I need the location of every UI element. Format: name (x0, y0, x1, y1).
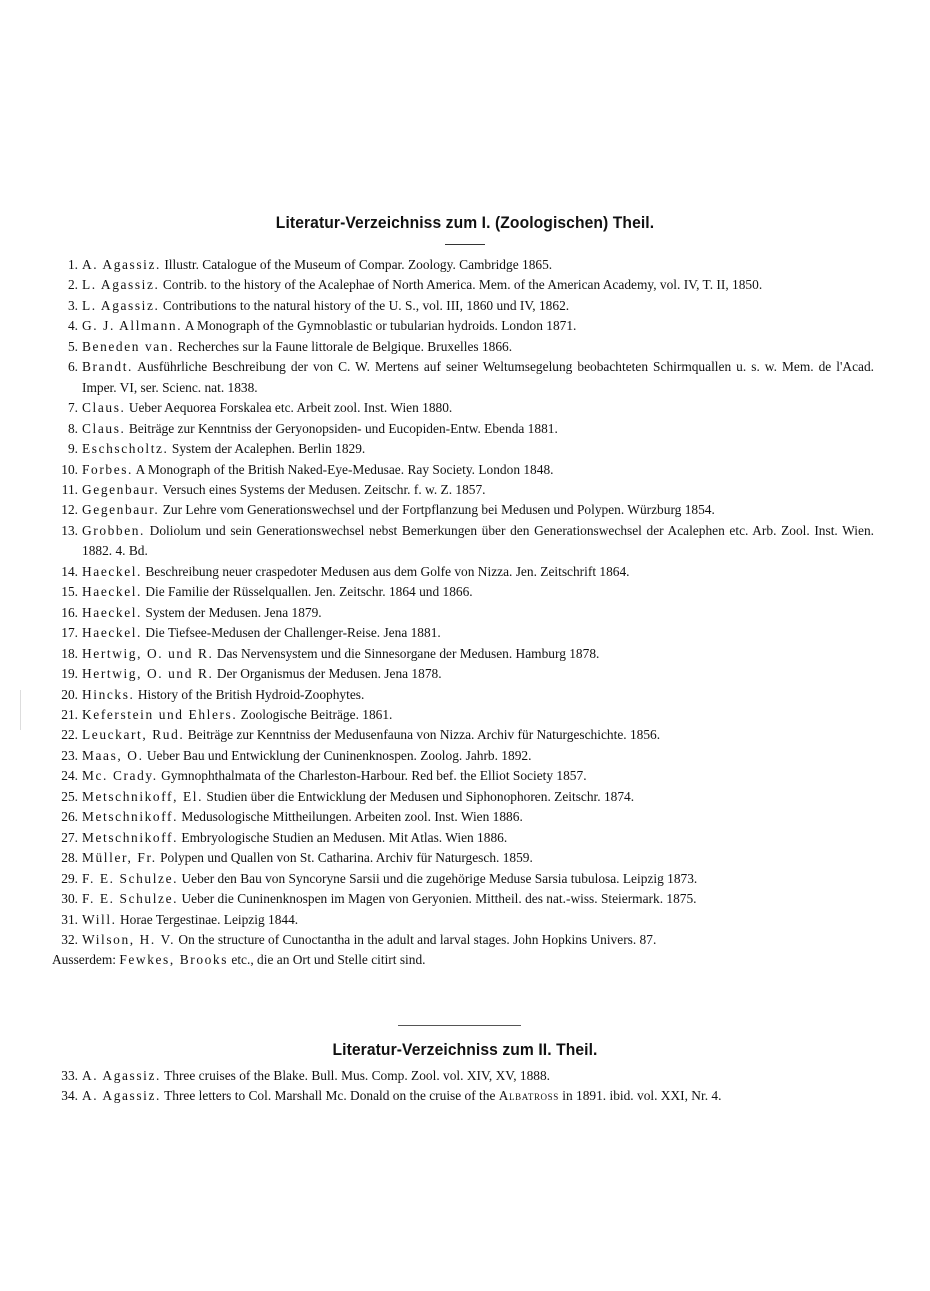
list-item (52, 275, 874, 295)
list-item (52, 582, 874, 602)
entry-number: 19. (61, 666, 78, 682)
entry-author: Claus. (82, 400, 126, 416)
list-item (52, 316, 874, 336)
entry-text: Beiträge zur Kenntniss der Medusenfauna von Nizza. Archiv für Naturgeschichte. 1856. (187, 727, 661, 743)
scan-edge-mark (20, 690, 21, 730)
entry-author: Leuckart, Rud. (82, 727, 185, 743)
entry-text: System der Medusen. Jena 1879. (145, 604, 322, 620)
list-item (52, 255, 874, 275)
entry-author: Gegenbaur. (82, 481, 160, 497)
list-item (52, 807, 874, 827)
list-item (52, 910, 874, 930)
entry-number: 11. (61, 481, 78, 497)
entry-author: Hincks. (82, 686, 135, 702)
entry-text: Beschreibung neuer craspedoter Medusen aus dem Golfe von Nizza. Jen. Zeitschrift 1864. (145, 563, 630, 579)
section-divider (398, 1025, 521, 1026)
entry-text: Ueber die Cuninenknospen im Magen von Geryonien. Mittheil. des nat.-wiss. Steiermark. 1875. (181, 891, 697, 907)
list-item (52, 685, 874, 705)
entry-author: Haeckel. (82, 604, 143, 620)
entry-author: Eschscholtz. (82, 441, 169, 457)
entry-text: Zoologische Beiträge. 1861. (240, 706, 393, 722)
list-item (52, 787, 874, 807)
entry-text: Horae Tergestinae. Leipzig 1844. (119, 911, 299, 927)
entry-number: 6. (67, 359, 78, 375)
entry-number: 18. (61, 645, 78, 661)
entry-number: 26. (61, 809, 78, 825)
entry-author: Keferstein und Ehlers. (82, 706, 238, 722)
entry-text: History of the British Hydroid-Zoophytes. (137, 686, 365, 702)
entry-author: Claus. (82, 420, 126, 436)
entry-text-end: in 1891. ibid. vol. XXI, Nr. 4. (562, 1088, 722, 1104)
entry-number: 32. (61, 931, 78, 947)
list-item (52, 500, 874, 520)
entry-number: 13. (61, 522, 78, 538)
entry-text: On the structure of Cunoctantha in the adult and larval stages. John Hopkins Univers. 87. (178, 931, 657, 947)
entry-text: Zur Lehre vom Generationswechsel und der Fortpflanzung bei Medusen und Polypen. Würzburg 1854. (162, 502, 715, 518)
entry-text: Polypen und Quallen von St. Catharina. Archiv für Naturgesch. 1859. (160, 850, 533, 866)
entry-number: 7. (67, 400, 78, 416)
entry-author: Will. (82, 911, 117, 927)
list-item (52, 930, 874, 950)
entry-author: Haeckel. (82, 625, 143, 641)
entry-author: Metschnikoff, El. (82, 788, 204, 804)
entry-text: A Monograph of the British Naked-Eye-Medusae. Ray Society. London 1848. (135, 461, 554, 477)
list-item (52, 562, 874, 582)
entry-text: Studien über die Entwicklung der Medusen und Siphonophoren. Zeitschr. 1874. (206, 788, 635, 804)
entry-number: 15. (61, 584, 78, 600)
entry-text: Ausführliche Beschreibung der von C. W. Mertens auf seiner Weltumsegelung beobachteten Schirmquallen u. s. w. Mem. de l'Acad. Imper. VI, ser. Scienc. nat. 1838. (82, 359, 875, 395)
entry-number: 1. (67, 257, 78, 272)
entry-text: Die Tiefsee-Medusen der Challenger-Reise. Jena 1881. (145, 625, 441, 641)
entry-author: Grobben. (82, 522, 146, 538)
entry-text: Three letters to Col. Marshall Mc. Donald on the cruise of the (164, 1088, 496, 1104)
entry-text: A Monograph of the Gymnoblastic or tubularian hydroids. London 1871. (184, 318, 577, 334)
note-authors: Fewkes, Brooks (119, 952, 229, 968)
entry-number: 9. (67, 441, 78, 457)
entry-text: Der Organismus der Medusen. Jena 1878. (216, 666, 442, 682)
ship-name: Albatross (498, 1088, 559, 1104)
entry-number: 28. (61, 850, 78, 866)
entry-text: Illustr. Catalogue of the Museum of Compar. Zoology. Cambridge 1865. (164, 257, 553, 272)
list-item (52, 746, 874, 766)
entry-author: L. Agassiz. (82, 277, 160, 293)
entry-author: G. J. Allmann. (82, 318, 183, 334)
list-item (52, 1086, 874, 1106)
list-item (52, 889, 874, 909)
list-item (52, 664, 874, 684)
entry-author: Haeckel. (82, 584, 143, 600)
entry-author: A. Agassiz. (82, 1068, 161, 1083)
list-item (52, 644, 874, 664)
list-item (52, 848, 874, 868)
entry-number: 2. (67, 277, 78, 293)
list-item (52, 623, 874, 643)
entry-number: 4. (67, 318, 78, 334)
entry-number: 17. (61, 625, 78, 641)
list-item (52, 398, 874, 418)
entry-number: 25. (61, 788, 78, 804)
list-item (52, 869, 874, 889)
note-prefix: Ausserdem: (52, 952, 116, 968)
entry-author: Haeckel. (82, 563, 143, 579)
entry-number: 20. (61, 686, 78, 702)
list-item (52, 460, 874, 480)
entry-author: F. E. Schulze. (82, 870, 179, 886)
entry-number: 16. (61, 604, 78, 620)
list-item (52, 603, 874, 623)
list-item (52, 296, 874, 316)
entry-text: Recherches sur la Faune littorale de Belgique. Bruxelles 1866. (177, 338, 513, 354)
note-suffix: etc., die an Ort und Stelle citirt sind. (231, 952, 426, 968)
list-item (52, 480, 874, 500)
entry-text: Embryologische Studien an Medusen. Mit Atlas. Wien 1886. (181, 829, 508, 845)
entry-author: Maas, O. (82, 747, 144, 763)
entry-author: Mc. Crady. (82, 768, 158, 784)
entry-text: Beiträge zur Kenntniss der Geryonopsiden- und Eucopiden-Entw. Ebenda 1881. (128, 420, 558, 436)
entry-author: L. Agassiz. (82, 297, 160, 313)
entry-text: Das Nervensystem und die Sinnesorgane der Medusen. Hamburg 1878. (216, 645, 600, 661)
list-item (52, 828, 874, 848)
entry-text: Three cruises of the Blake. Bull. Mus. Comp. Zool. vol. XIV, XV, 1888. (164, 1068, 551, 1083)
entry-number: 12. (61, 502, 78, 518)
entry-number: 29. (61, 870, 78, 886)
entry-text: Doliolum und sein Generationswechsel nebst Bemerkungen über den Generationswechsel der Acalephen etc. Arb. Zool. Inst. Wien. 1882. 4. Bd. (82, 522, 874, 559)
entry-author: Metschnikoff. (82, 809, 179, 825)
entry-number: 27. (61, 829, 78, 845)
entry-number: 3. (67, 297, 78, 313)
list-item (52, 521, 874, 562)
entry-author: Wilson, H. V. (82, 931, 176, 947)
entry-author: Metschnikoff. (82, 829, 179, 845)
entry-text: Contrib. to the history of the Acalephae of North America. Mem. of the American Academy, vol. IV, T. II, 1850. (162, 277, 763, 293)
entry-number: 8. (67, 420, 78, 436)
list-item (52, 1066, 874, 1086)
list-item (52, 357, 874, 398)
list-item (52, 766, 874, 786)
entry-text: Ueber Aequorea Forskalea etc. Arbeit zool. Inst. Wien 1880. (128, 400, 453, 416)
entry-number: 30. (61, 891, 78, 907)
list-item (52, 705, 874, 725)
entry-author: F. E. Schulze. (82, 891, 179, 907)
entry-text: Ueber den Bau von Syncoryne Sarsii und die zugehörige Meduse Sarsia tubulosa. Leipzig 1873. (181, 870, 698, 886)
section-1-title: Literatur-Verzeichniss zum I. (Zoologischen) Theil. (275, 213, 655, 232)
list-item (52, 725, 874, 745)
entry-number: 5. (67, 338, 78, 354)
entry-number: 23. (61, 747, 78, 763)
entry-text: Contributions to the natural history of the U. S., vol. III, 1860 und IV, 1862. (162, 297, 570, 313)
bibliography-list-1 (52, 255, 874, 971)
entry-number: 24. (61, 768, 78, 784)
entry-number: 21. (61, 706, 78, 722)
entry-number: 33. (61, 1068, 78, 1083)
entry-text: Die Familie der Rüsselquallen. Jen. Zeitschr. 1864 und 1866. (145, 584, 473, 600)
additional-note (52, 950, 874, 970)
entry-author: Hertwig, O. und R. (82, 645, 214, 661)
entry-text: Gymnophthalmata of the Charleston-Harbour. Red bef. the Elliot Society 1857. (161, 768, 587, 784)
entry-text: Versuch eines Systems der Medusen. Zeitschr. f. w. Z. 1857. (162, 481, 486, 497)
entry-number: 10. (61, 461, 78, 477)
list-item (52, 419, 874, 439)
entry-author: Brandt. (82, 359, 133, 375)
entry-author: Forbes. (82, 461, 133, 477)
entry-text: System der Acalephen. Berlin 1829. (171, 441, 366, 457)
entry-text: Medusologische Mittheilungen. Arbeiten zool. Inst. Wien 1886. (181, 809, 523, 825)
entry-author: Müller, Fr. (82, 850, 157, 866)
list-item (52, 337, 874, 357)
entry-number: 34. (61, 1088, 78, 1104)
title-underline (445, 244, 485, 245)
entry-author: Gegenbaur. (82, 502, 160, 518)
entry-text: Ueber Bau und Entwicklung der Cuninenknospen. Zoolog. Jahrb. 1892. (146, 747, 532, 763)
section-2-title: Literatur-Verzeichniss zum II. Theil. (332, 1040, 598, 1059)
entry-number: 14. (61, 563, 78, 579)
entry-author: A. Agassiz. (82, 1088, 161, 1104)
entry-number: 31. (61, 911, 78, 927)
entry-number: 22. (61, 727, 78, 743)
entry-author: Beneden van. (82, 338, 175, 354)
entry-author: A. Agassiz. (82, 257, 161, 272)
entry-author: Hertwig, O. und R. (82, 666, 214, 682)
list-item (52, 439, 874, 459)
bibliography-list-2 (52, 1066, 874, 1107)
